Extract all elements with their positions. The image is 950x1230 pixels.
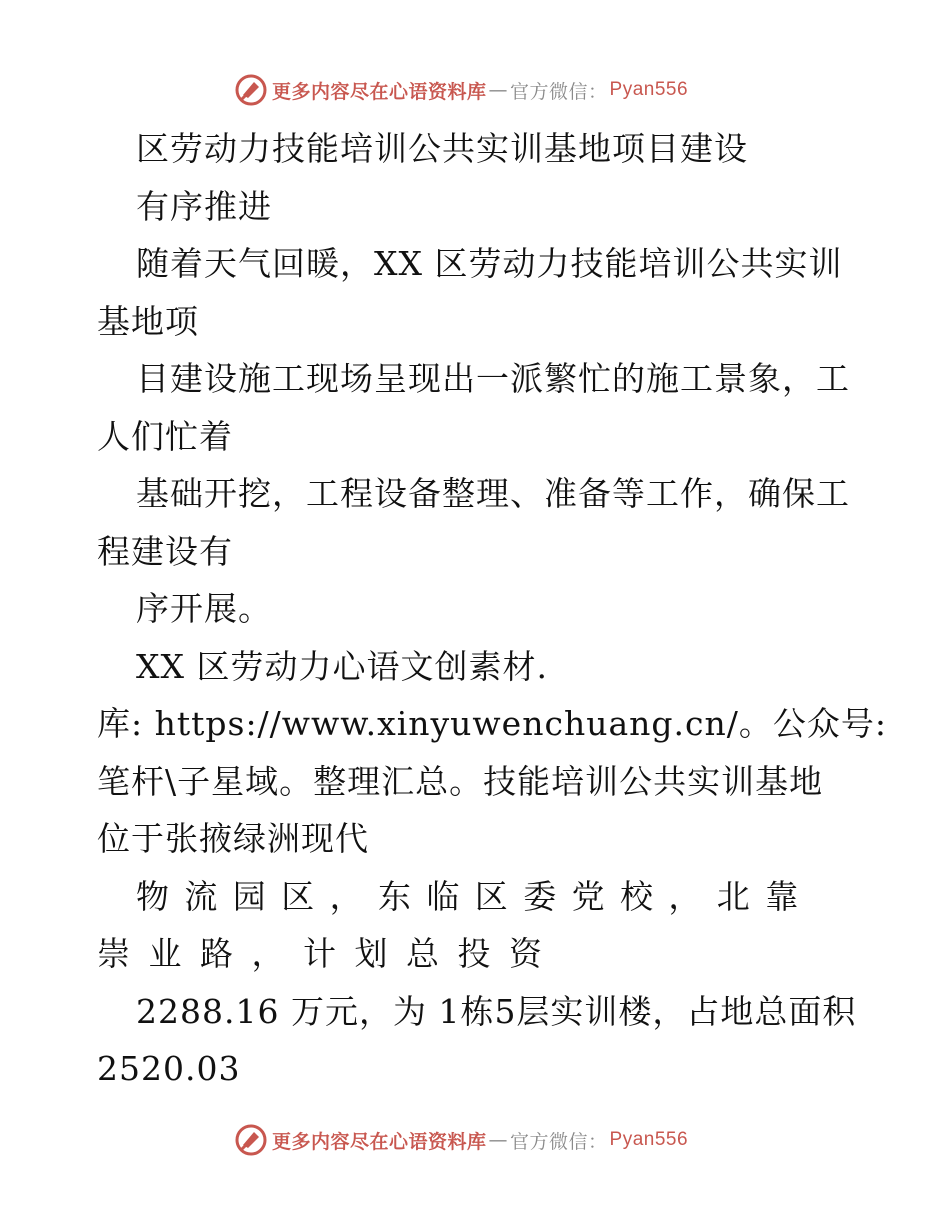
doc-line: 基地项 <box>97 301 199 341</box>
doc-line: 序开展。 <box>136 589 272 628</box>
doc-line: 基础开挖，工程设备整理、准备等工作，确保工 <box>136 474 850 513</box>
banner-wechat-id: Pyan556 <box>609 79 689 100</box>
doc-line: 2288.16 万元，为 1栋5层实训楼，占地总面积 <box>136 991 857 1031</box>
doc-line: 有序推进 <box>136 186 272 226</box>
doc-line: 程建设有 <box>97 531 233 571</box>
banner-separator: — <box>488 1129 509 1151</box>
banner-text: 更多内容尽在心语资料库 <box>272 80 487 103</box>
doc-line: 区劳动力技能培训公共实训基地项目建设 <box>136 129 748 168</box>
doc-line: XX 区劳动力心语文创素材. <box>136 646 548 686</box>
header-watermark-banner <box>234 72 688 108</box>
brand-logo-icon <box>234 1123 268 1157</box>
doc-line: 位于张掖绿洲现代 <box>97 819 369 858</box>
doc-line: 库: https://www.xinyuwenchuang.cn/。公众号: <box>97 704 887 743</box>
footer-watermark-banner <box>234 1122 688 1158</box>
doc-line: 崇业路，计划总投资 <box>97 934 561 973</box>
doc-line: 笔杆\子星域。整理汇总。技能培训公共实训基地 <box>97 761 824 801</box>
banner-wechat-id: Pyan556 <box>609 1129 689 1150</box>
doc-line: 目建设施工现场呈现出一派繁忙的施工景象，工 <box>136 359 850 398</box>
doc-line: 2520.03 <box>97 1049 241 1088</box>
banner-official-label: 官方微信： <box>510 80 608 103</box>
doc-line: 物流园区，东临区委党校，北靠 <box>136 876 814 916</box>
brand-logo-icon <box>234 73 268 107</box>
banner-separator: — <box>488 79 509 101</box>
document-body <box>97 120 887 1098</box>
doc-line: 随着天气回暖，XX 区劳动力技能培训公共实训 <box>136 244 843 283</box>
banner-official-label: 官方微信： <box>510 1130 608 1153</box>
banner-text: 更多内容尽在心语资料库 <box>272 1130 487 1153</box>
doc-line: 人们忙着 <box>97 416 233 456</box>
